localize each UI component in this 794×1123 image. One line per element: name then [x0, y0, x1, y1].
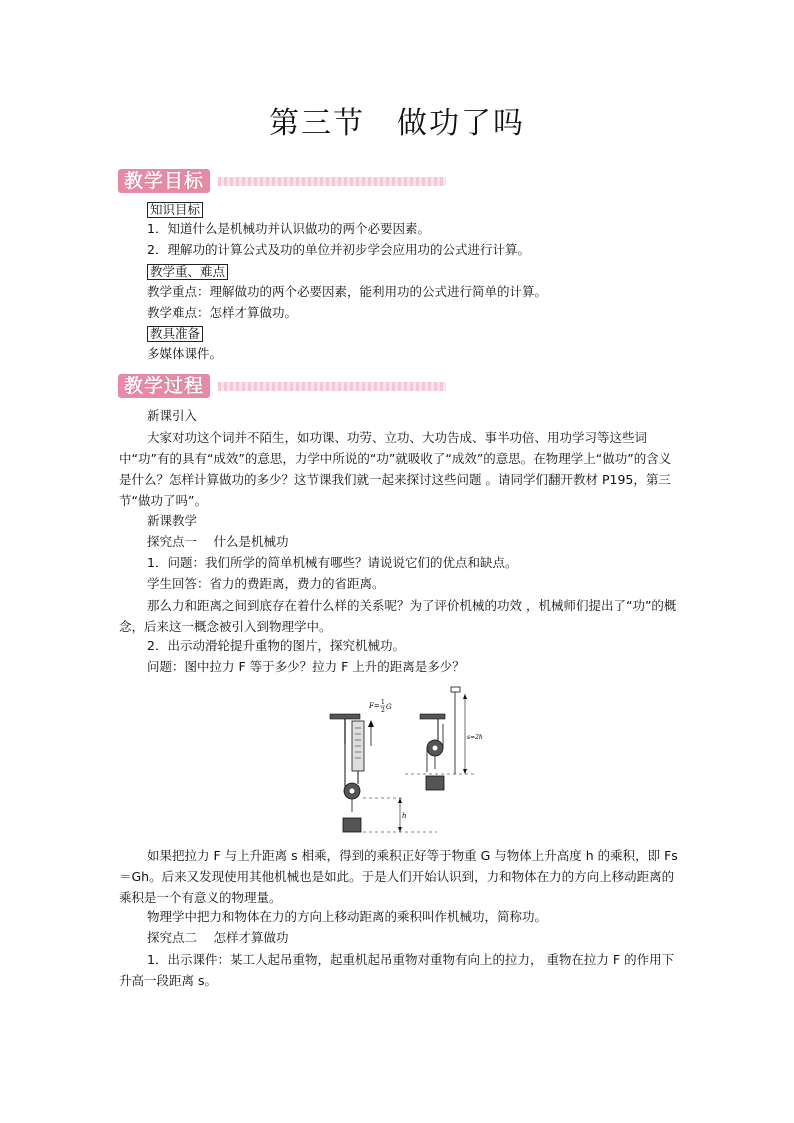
answer-1: 学生回答：省力的费距离，费力的省距离。 — [147, 576, 385, 591]
heading-decoration — [218, 382, 446, 391]
question-1: 1．问题：我们所学的简单机械有哪些？请说说它们的优点和缺点。 — [147, 555, 518, 570]
prep-label-line — [147, 325, 203, 343]
page-title: 第三节 做功了吗 — [269, 106, 525, 141]
label-frac-num: 1 — [381, 699, 385, 706]
pulley-figure — [325, 684, 483, 839]
label-h: h — [402, 812, 407, 820]
question-3: 问题：图中拉力 F 等于多少？拉力 F 上升的距离是多少？ — [147, 659, 465, 674]
prep-label: 教具准备 — [147, 326, 203, 342]
key-label: 教学重、难点 — [147, 264, 228, 280]
paragraph-2: 那么力和距离之间到底存在着什么样的关系呢？为了评价机械的功效 ，机械师们提出了“功”的概念，后来这一概念被引入到物理学中。 — [119, 598, 677, 634]
knowledge-label: 知识目标 — [147, 202, 203, 218]
paragraph-4: 物理学中把力和物体在力的方向上移动距离的乘积叫作机械功，简称功。 — [147, 909, 548, 924]
knowledge-label-line — [147, 201, 203, 219]
goals-heading-text: 教学目标 — [118, 169, 210, 193]
paragraph-3: 如果把拉力 F 与上升距离 s 相乘，得到的乘积正好等于物重 G 与物体上升高度 h 的乘积，即 Fs＝Gh。后来又发现使用其他机械也是如此。于是人们开始认识到，力和物体在力的方向上移动距离的乘积是一个有意义的物理量。 — [119, 848, 678, 905]
goal-k2: 2．理解功的计算公式及功的单位并初步学会应用功的公式进行计算。 — [147, 242, 530, 257]
label-s: s=2h — [467, 734, 483, 741]
label-g: G — [386, 703, 392, 711]
label-f: F= — [369, 702, 380, 710]
goal-k1: 1．知道什么是机械功并认识做功的两个必要因素。 — [147, 221, 430, 236]
point2-heading: 探究点二 怎样才算做功 — [147, 930, 289, 945]
paragraph-5: 1．出示课件：某工人起吊重物，起重机起吊重物对重物有向上的拉力， 重物在拉力 F 的作用下升高一段距离 s。 — [119, 952, 675, 988]
point1-heading: 探究点一 什么是机械功 — [147, 534, 289, 549]
intro-heading: 新课引入 — [147, 408, 198, 423]
process-section-heading — [118, 374, 448, 398]
key-label-line — [147, 263, 228, 281]
new-lesson-heading: 新课教学 — [147, 513, 198, 528]
prep-text: 多媒体课件。 — [147, 346, 223, 361]
heading-decoration — [218, 177, 446, 186]
intro-paragraph: 大家对功这个词并不陌生，如功课、功劳、立功、大功告成、事半功倍、用功学习等这些词中“功”有的具有“成效”的意思，力学中所说的“功”就吸收了“成效”的意思。在物理学上“做功”的含义是什么？怎样计算做功的多少？这节课我们就一起来探讨这些问题 。请同学们翻开教材 P195，第三节“做功了吗”。 — [119, 430, 672, 508]
question-2: 2．出示动滑轮提升重物的图片，探究机械功。 — [147, 638, 405, 653]
label-frac-den: 2 — [381, 707, 385, 714]
hard-point: 教学难点：怎样才算做功。 — [147, 305, 298, 320]
process-heading-text: 教学过程 — [118, 374, 210, 398]
goals-section-heading — [118, 169, 448, 193]
key-point: 教学重点：理解做功的两个必要因素，能利用功的公式进行简单的计算。 — [147, 284, 548, 299]
